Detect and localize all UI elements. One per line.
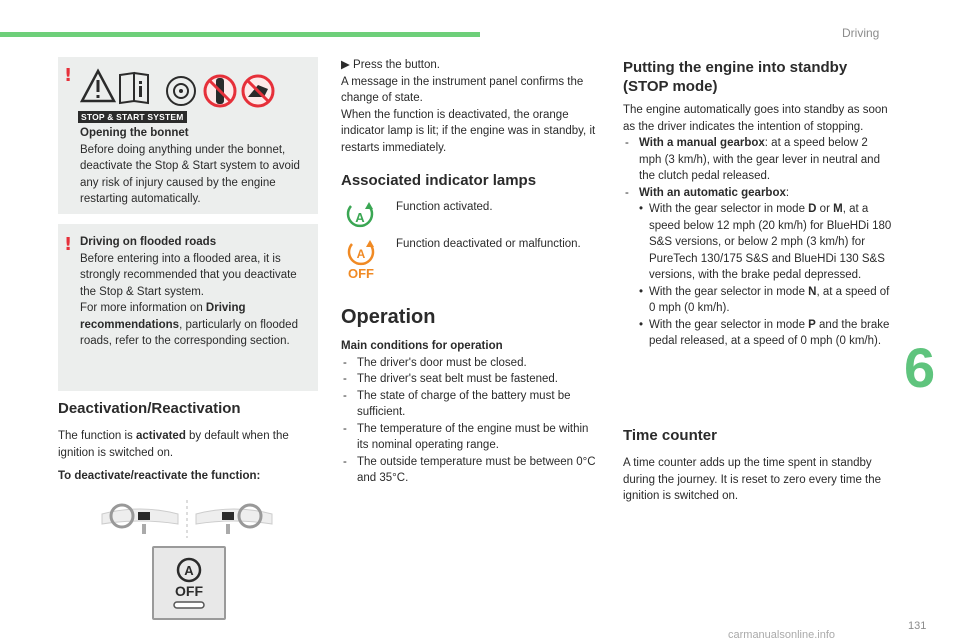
warning-pictogram	[78, 67, 316, 123]
deactivation-text: The function is activated by default when the ignition is switched on.	[58, 430, 289, 459]
section-heading-indicators: Associated indicator lamps	[341, 172, 537, 189]
operation-conditions: Main conditions for operation - The driver's door must be closed. - The driver's seat belt must be fastened. - The state of charge of the battery must be sufficient. - The temperature of the engine must be within its nominal operating range. - The outside temperature must be between 0°C and 35°C.	[341, 338, 603, 487]
warning-title: Driving on flooded roads	[80, 236, 217, 248]
deactivation-subtitle: To deactivate/reactivate the function:	[58, 470, 261, 482]
chapter-number: 6	[904, 336, 936, 399]
stop-start-pictogram-icon	[78, 67, 316, 111]
header-accent-bar	[0, 32, 480, 37]
auto-off-icon	[154, 548, 224, 618]
warning-box-bonnet	[58, 57, 318, 214]
warning-body: Before entering into a flooded area, it is strongly recommended that you deactivate the Stop & Start system.	[80, 252, 297, 298]
warning-exclamation-icon: !	[64, 65, 73, 86]
arrow-bullet-icon: ▶	[341, 59, 354, 71]
auto-off-indicator-icon	[343, 238, 379, 280]
svg-text:A: A	[355, 210, 365, 225]
section-title: Driving	[842, 26, 880, 40]
svg-text:A: A	[184, 563, 194, 578]
footer-watermark: carmanualsonline.info	[728, 629, 836, 641]
off-button-label: OFF	[175, 583, 203, 599]
svg-text:A: A	[356, 247, 366, 261]
section-heading-operation: Operation	[341, 306, 436, 328]
list-item: - With a manual gearbox: at a speed below 2 mph (3 km/h), with the gear lever in neutral and the clutch pedal released.	[623, 135, 893, 185]
section-heading-standby: Putting the engine into standby (STOP mode)	[623, 59, 848, 95]
indicator-off-tag: OFF	[348, 266, 374, 280]
standby-text: The engine automatically goes into standby as soon as the driver indicates the intention of stopping. - With a manual gearbox: at a speed below 2 mph (3 km/h), with the gear lever in neutral and the clutch pedal released. - With an automatic gearbox: • With the gear selector in mode D or M, at a speed below 12 mph (20 km/h) for BlueHDi 180 S&S versions, or below 2 mph (3 km/h) for PureTech 130/175 S&S and BlueHDi 130 S&S versions, with the brake pedal depressed. • With the gear selector in mode N, at a speed of 0 mph (0 km/h). • With the gear selector in mode P and the brake pedal released, at a speed of 0 mph (0 km/h).	[623, 102, 893, 350]
time-counter-text: A time counter adds up the time spent in standby during the journey. It is reset to zero every time the ignition is switched on.	[623, 457, 882, 502]
list-item: - The temperature of the engine must be within its nominal operating range.	[341, 421, 603, 454]
stop-start-off-button[interactable]	[152, 546, 226, 620]
list-item: • With the gear selector in mode N, at a speed of 0 mph (0 km/h).	[623, 284, 893, 317]
auto-on-indicator-icon	[343, 200, 377, 230]
list-item: - The driver's seat belt must be fastened.	[341, 371, 603, 388]
warning-exclamation-icon: !	[64, 234, 73, 255]
section-heading-time-counter: Time counter	[623, 427, 717, 444]
press-instructions: ▶ Press the button. A message in the instrument panel confirms the change of state. When the function is deactivated, the orange indicator lamp is lit; if the engine was in standby, it restarts immediately.	[341, 59, 596, 154]
dashboard-location-illustration	[100, 496, 280, 540]
indicator-activated-text: Function activated.	[396, 201, 493, 213]
list-item: - The outside temperature must be between 0°C and 35°C.	[341, 454, 603, 487]
list-item: - The driver's door must be closed.	[341, 355, 603, 372]
cross-reference-link: Driving recommendations	[80, 302, 246, 331]
indicator-deactivated-text: Function deactivated or malfunction.	[396, 238, 581, 250]
list-item: - With an automatic gearbox: • With the gear selector in mode D or M, at a speed below 12 mph (20 km/h) for BlueHDi 180 S&S versions, or below 2 mph (3 km/h) for PureTech 130/175 S&S and BlueHDi 130 S&S versions, with the brake pedal depressed. • With the gear selector in mode N, at a speed of 0 mph (0 km/h). • With the gear selector in mode P and the brake pedal released, at a speed of 0 mph (0 km/h).	[623, 185, 893, 350]
section-heading-deactivation: Deactivation/Reactivation	[58, 400, 241, 417]
page-number: 131	[908, 620, 927, 632]
list-item: - The state of charge of the battery must be sufficient.	[341, 388, 603, 421]
list-item: • With the gear selector in mode D or M, at a speed below 12 mph (20 km/h) for BlueHDi 180 S&S versions, or below 2 mph (3 km/h) for PureTech 130/175 S&S and BlueHDi 130 S&S versions, with the brake pedal depressed.	[623, 201, 893, 284]
warning-box-flooded: ! Driving on flooded roads Before entering into a flooded area, it is strongly recommended that you deactivate the Stop & Start system. For more information on Driving recommendations, particularly on flooded roads, refer to the corresponding section.	[58, 224, 318, 391]
list-item: • With the gear selector in mode P and the brake pedal released, at a speed of 0 mph (0 km/h).	[623, 317, 893, 350]
warning-body: Before doing anything under the bonnet, deactivate the Stop & Start system to avoid any risk of injury caused by the engine restarting automatically.	[80, 143, 300, 205]
warning-title: Opening the bonnet	[80, 127, 189, 139]
stop-start-stamp: STOP & START SYSTEM	[78, 111, 187, 123]
